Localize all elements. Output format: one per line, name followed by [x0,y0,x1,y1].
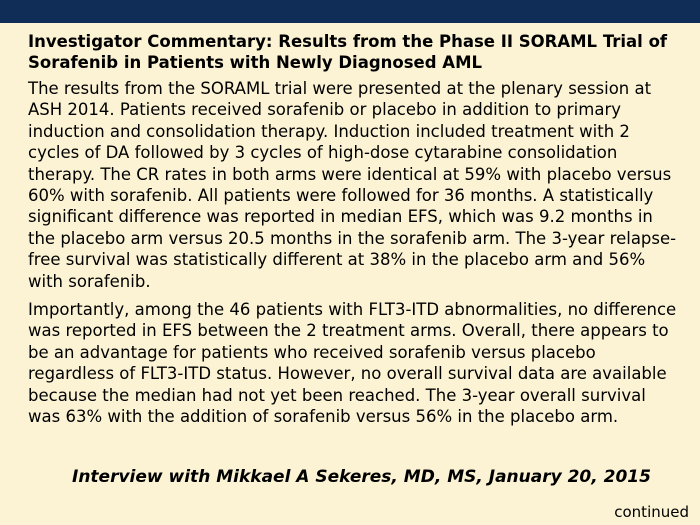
interview-attribution: Interview with Mikkael A Sekeres, MD, MS, January 20, 2015 [72,467,651,487]
continued-note: continued [614,503,689,521]
body-paragraph-1: The results from the SORAML trial were presented at the plenary session at ASH 2014. Patients received sorafenib or placebo in addition to primary induction and consolidation therapy. Induction included treatment with 2 cycles of DA followed by 3 cycles of high-dose cytarabine consolidation therapy. The CR rates in both arms were identical at 59% with placebo versus 60% with sorafenib. All patients were followed for 36 months. A statistically significant difference was reported in median EFS, which was 9.2 months in the placebo arm versus 20.5 months in the sorafenib arm. The 3-year relapse-free survival was statistically different at 38% in the placebo arm and 56% with sorafenib. [28,79,677,291]
header-bar [0,0,700,23]
slide-content [28,31,678,428]
slide-title: Investigator Commentary: Results from the Phase II SORAML Trial of Sorafenib in Patients with Newly Diagnosed AML [28,32,668,72]
body-paragraph-2: Importantly, among the 46 patients with FLT3-ITD abnormalities, no difference was reported in EFS between the 2 treatment arms. Overall, there appears to be an advantage for patients who received sorafenib versus placebo regardless of FLT3-ITD status. However, no overall survival data are available because the median had not yet been reached. The 3-year overall survival was 63% with the addition of sorafenib versus 56% in the placebo arm. [28,300,677,427]
